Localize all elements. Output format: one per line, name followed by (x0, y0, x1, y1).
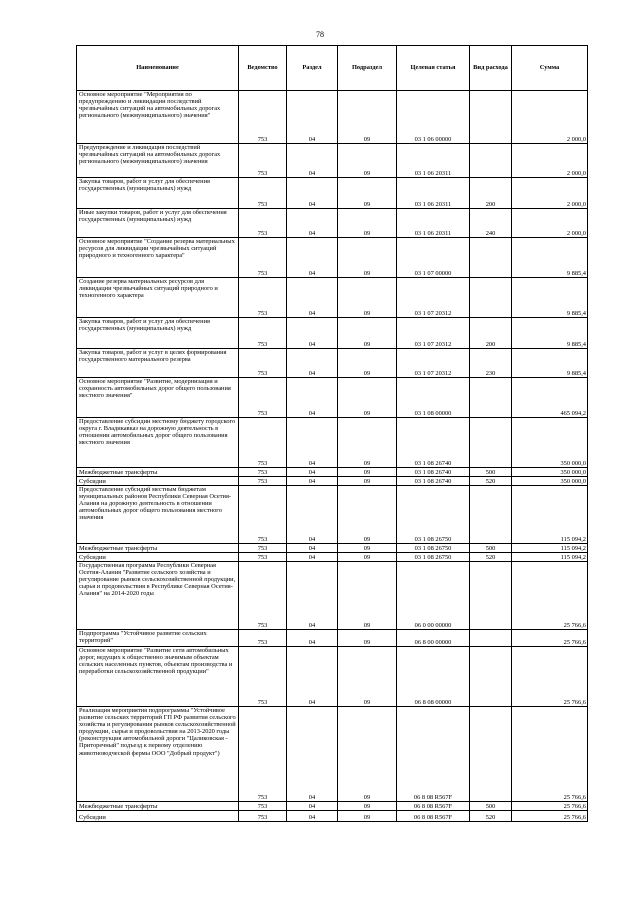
cell-section: 04 (287, 209, 338, 238)
cell-subsection: 09 (338, 209, 397, 238)
cell-target: 03 1 08 26740 (397, 418, 470, 468)
cell-subsection: 09 (338, 486, 397, 544)
table-body (77, 91, 588, 822)
cell-expense-type: 520 (470, 477, 512, 486)
cell-sum: 115 094,2 (512, 486, 588, 544)
table-row (77, 91, 588, 144)
cell-target: 03 1 07 20312 (397, 349, 470, 378)
cell-subsection: 09 (338, 802, 397, 811)
budget-table (76, 45, 588, 822)
cell-subsection: 09 (338, 144, 397, 178)
cell-ministry: 753 (239, 811, 287, 822)
page-number: 78 (316, 30, 324, 39)
cell-target: 03 1 08 26740 (397, 468, 470, 477)
table-row (77, 209, 588, 238)
table-row (77, 630, 588, 647)
cell-section: 04 (287, 811, 338, 822)
cell-target: 03 1 07 20312 (397, 318, 470, 349)
cell-ministry: 753 (239, 349, 287, 378)
table-row (77, 707, 588, 802)
cell-subsection: 09 (338, 562, 397, 630)
cell-sum: 115 094,2 (512, 553, 588, 562)
cell-subsection: 09 (338, 349, 397, 378)
table-row (77, 378, 588, 418)
cell-subsection: 09 (338, 811, 397, 822)
cell-section: 04 (287, 178, 338, 209)
table-row (77, 144, 588, 178)
cell-section: 04 (287, 544, 338, 553)
cell-name: Иные закупки товаров, работ и услуг для обеспечения государственных (муниципальных) нужд (77, 209, 239, 238)
cell-section: 04 (287, 144, 338, 178)
header-target: Целевая статья (397, 46, 470, 91)
table-row (77, 178, 588, 209)
cell-ministry: 753 (239, 178, 287, 209)
table-row (77, 553, 588, 562)
cell-expense-type: 520 (470, 811, 512, 822)
cell-subsection: 09 (338, 553, 397, 562)
cell-sum: 9 885,4 (512, 318, 588, 349)
table-row (77, 811, 588, 822)
cell-expense-type: 240 (470, 209, 512, 238)
cell-target: 06 0 00 00000 (397, 562, 470, 630)
cell-target: 03 1 08 26750 (397, 486, 470, 544)
cell-sum: 350 000,0 (512, 468, 588, 477)
cell-section: 04 (287, 562, 338, 630)
cell-expense-type (470, 647, 512, 707)
cell-name: Создание резерва материальных ресурсов для ликвидации чрезвычайных ситуаций природного и техногенного характера (77, 278, 239, 318)
cell-name: Закупка товаров, работ и услуг в целях формирования государственного материального резерва (77, 349, 239, 378)
cell-expense-type (470, 418, 512, 468)
cell-sum: 2 000,0 (512, 91, 588, 144)
cell-subsection: 09 (338, 318, 397, 349)
cell-expense-type (470, 630, 512, 647)
cell-sum: 25 766,6 (512, 811, 588, 822)
cell-sum: 9 885,4 (512, 278, 588, 318)
cell-subsection: 09 (338, 477, 397, 486)
cell-target: 03 1 06 20311 (397, 209, 470, 238)
cell-expense-type: 200 (470, 178, 512, 209)
cell-name: Межбюджетные трансферты (77, 544, 239, 553)
cell-section: 04 (287, 647, 338, 707)
header-expense-type: Вид расхода (470, 46, 512, 91)
cell-expense-type: 500 (470, 544, 512, 553)
cell-name: Основное мероприятие "Развитие, модернизация и сохранность автомобильных дорог общего пользования местного значения" (77, 378, 239, 418)
cell-target: 03 1 07 20312 (397, 278, 470, 318)
cell-sum: 350 000,0 (512, 477, 588, 486)
cell-sum: 25 766,6 (512, 630, 588, 647)
cell-target: 03 1 06 00000 (397, 91, 470, 144)
table-row (77, 468, 588, 477)
cell-ministry: 753 (239, 91, 287, 144)
cell-section: 04 (287, 553, 338, 562)
cell-expense-type (470, 144, 512, 178)
table-row (77, 318, 588, 349)
cell-subsection: 09 (338, 647, 397, 707)
cell-target: 06 8 08 R567F (397, 802, 470, 811)
cell-subsection: 09 (338, 544, 397, 553)
table-row (77, 647, 588, 707)
table-header-row (77, 46, 588, 91)
cell-target: 06 8 08 R567F (397, 707, 470, 802)
cell-ministry: 753 (239, 468, 287, 477)
cell-name: Реализация мероприятия подпрограммы "Устойчивое развитие сельских территорий ГП РФ развития сельского хозяйства и регулирования рынков сельскохозяйственной продукции, сырья и продовольствия на 2013-2020 годы (реконструкция автомобильной дороги "Цаликовская - Приторечный" подъезд к первому отделению животноводческой фермы ООО "Добрый продукт") (77, 707, 239, 802)
cell-sum: 2 000,0 (512, 144, 588, 178)
cell-target: 03 1 08 26750 (397, 544, 470, 553)
cell-section: 04 (287, 630, 338, 647)
cell-ministry: 753 (239, 486, 287, 544)
cell-section: 04 (287, 238, 338, 278)
table-row (77, 562, 588, 630)
cell-sum: 2 000,0 (512, 209, 588, 238)
cell-target: 03 1 08 26740 (397, 477, 470, 486)
cell-expense-type (470, 486, 512, 544)
cell-expense-type: 500 (470, 468, 512, 477)
cell-expense-type: 230 (470, 349, 512, 378)
cell-expense-type (470, 91, 512, 144)
cell-sum: 25 766,6 (512, 647, 588, 707)
cell-section: 04 (287, 318, 338, 349)
cell-name: Основное мероприятие "Развитие сети автомобильных дорог, ведущих к общественно значимым объектам сельских населенных пунктов, объектам производства и переработки сельскохозяйственной продукции" (77, 647, 239, 707)
cell-name: Предоставление субсидии местному бюджету городского округа г. Владикавказ на дорожную деятельность в отношении автомобильных дорог общего пользования местного значения (77, 418, 239, 468)
cell-sum: 9 885,4 (512, 238, 588, 278)
cell-expense-type (470, 378, 512, 418)
cell-ministry: 753 (239, 630, 287, 647)
cell-name: Субсидии (77, 553, 239, 562)
cell-sum: 2 000,0 (512, 178, 588, 209)
cell-subsection: 09 (338, 278, 397, 318)
cell-target: 06 8 08 R567F (397, 811, 470, 822)
cell-name: Основное мероприятие "Мероприятия по предупреждению и ликвидации последствий чрезвычайных ситуаций на автомобильных дорогах регионального (межмуниципального) значения" (77, 91, 239, 144)
header-name: Наименование (77, 46, 239, 91)
cell-name: Межбюджетные трансферты (77, 468, 239, 477)
header-sum: Сумма (512, 46, 588, 91)
cell-name: Субсидии (77, 811, 239, 822)
cell-ministry: 753 (239, 562, 287, 630)
header-section: Раздел (287, 46, 338, 91)
cell-subsection: 09 (338, 707, 397, 802)
table-row (77, 802, 588, 811)
table-row (77, 418, 588, 468)
cell-expense-type (470, 562, 512, 630)
cell-ministry: 753 (239, 418, 287, 468)
cell-expense-type (470, 238, 512, 278)
header-ministry: Ведомство (239, 46, 287, 91)
cell-subsection: 09 (338, 178, 397, 209)
cell-name: Субсидии (77, 477, 239, 486)
table-row (77, 544, 588, 553)
cell-sum: 115 094,2 (512, 544, 588, 553)
cell-subsection: 09 (338, 378, 397, 418)
cell-subsection: 09 (338, 238, 397, 278)
table-row (77, 477, 588, 486)
cell-ministry: 753 (239, 209, 287, 238)
cell-sum: 350 000,0 (512, 418, 588, 468)
cell-section: 04 (287, 278, 338, 318)
cell-expense-type (470, 278, 512, 318)
cell-target: 06 8 08 00000 (397, 647, 470, 707)
cell-ministry: 753 (239, 318, 287, 349)
cell-sum: 9 885,4 (512, 349, 588, 378)
cell-ministry: 753 (239, 278, 287, 318)
table-row (77, 278, 588, 318)
cell-target: 03 1 07 00000 (397, 238, 470, 278)
cell-target: 03 1 08 26750 (397, 553, 470, 562)
cell-sum: 465 094,2 (512, 378, 588, 418)
cell-ministry: 753 (239, 378, 287, 418)
cell-ministry: 753 (239, 647, 287, 707)
cell-target: 03 1 06 20311 (397, 178, 470, 209)
cell-name: Государственная программа Республики Северная Осетия-Алания "Развитие сельского хозяйства и регулирование рынков сельскохозяйственной продукции, сырья и продовольствия в Республике Северная Осетия-Алания" на 2014-2020 годы (77, 562, 239, 630)
table-row (77, 238, 588, 278)
cell-subsection: 09 (338, 468, 397, 477)
cell-subsection: 09 (338, 91, 397, 144)
cell-ministry: 753 (239, 553, 287, 562)
cell-target: 06 8 00 00000 (397, 630, 470, 647)
cell-section: 04 (287, 802, 338, 811)
cell-section: 04 (287, 349, 338, 378)
cell-subsection: 09 (338, 630, 397, 647)
cell-section: 04 (287, 91, 338, 144)
cell-expense-type: 200 (470, 318, 512, 349)
table-row (77, 486, 588, 544)
cell-section: 04 (287, 707, 338, 802)
cell-name: Основное мероприятие "Создание резерва материальных ресурсов для ликвидации чрезвычайных ситуаций природного и техногенного характера" (77, 238, 239, 278)
cell-ministry: 753 (239, 238, 287, 278)
cell-name: Предупреждение и ликвидация последствий чрезвычайных ситуаций на автомобильных дорогах регионального (межмуниципального) значения (77, 144, 239, 178)
cell-expense-type: 520 (470, 553, 512, 562)
cell-sum: 25 766,6 (512, 707, 588, 802)
cell-name: Межбюджетные трансферты (77, 802, 239, 811)
cell-sum: 25 766,6 (512, 802, 588, 811)
cell-name: Закупка товаров, работ и услуг для обеспечения государственных (муниципальных) нужд (77, 178, 239, 209)
cell-target: 03 1 08 00000 (397, 378, 470, 418)
cell-section: 04 (287, 486, 338, 544)
cell-section: 04 (287, 378, 338, 418)
cell-subsection: 09 (338, 418, 397, 468)
header-subsection: Подраздел (338, 46, 397, 91)
table-row (77, 349, 588, 378)
cell-expense-type (470, 707, 512, 802)
cell-name: Закупка товаров, работ и услуг для обеспечения государственных (муниципальных) нужд (77, 318, 239, 349)
cell-ministry: 753 (239, 544, 287, 553)
cell-section: 04 (287, 477, 338, 486)
cell-section: 04 (287, 418, 338, 468)
cell-name: Подпрограмма "Устойчивое развитие сельских территорий" (77, 630, 239, 647)
cell-ministry: 753 (239, 144, 287, 178)
cell-sum: 25 766,6 (512, 562, 588, 630)
cell-expense-type: 500 (470, 802, 512, 811)
cell-target: 03 1 06 20311 (397, 144, 470, 178)
cell-name: Предоставление субсидий местным бюджетам муниципальных районов Республики Северная Осетия-Алания на дорожную деятельность в отношении автомобильных дорог общего пользования местного значения (77, 486, 239, 544)
cell-ministry: 753 (239, 707, 287, 802)
cell-ministry: 753 (239, 477, 287, 486)
cell-section: 04 (287, 468, 338, 477)
cell-ministry: 753 (239, 802, 287, 811)
